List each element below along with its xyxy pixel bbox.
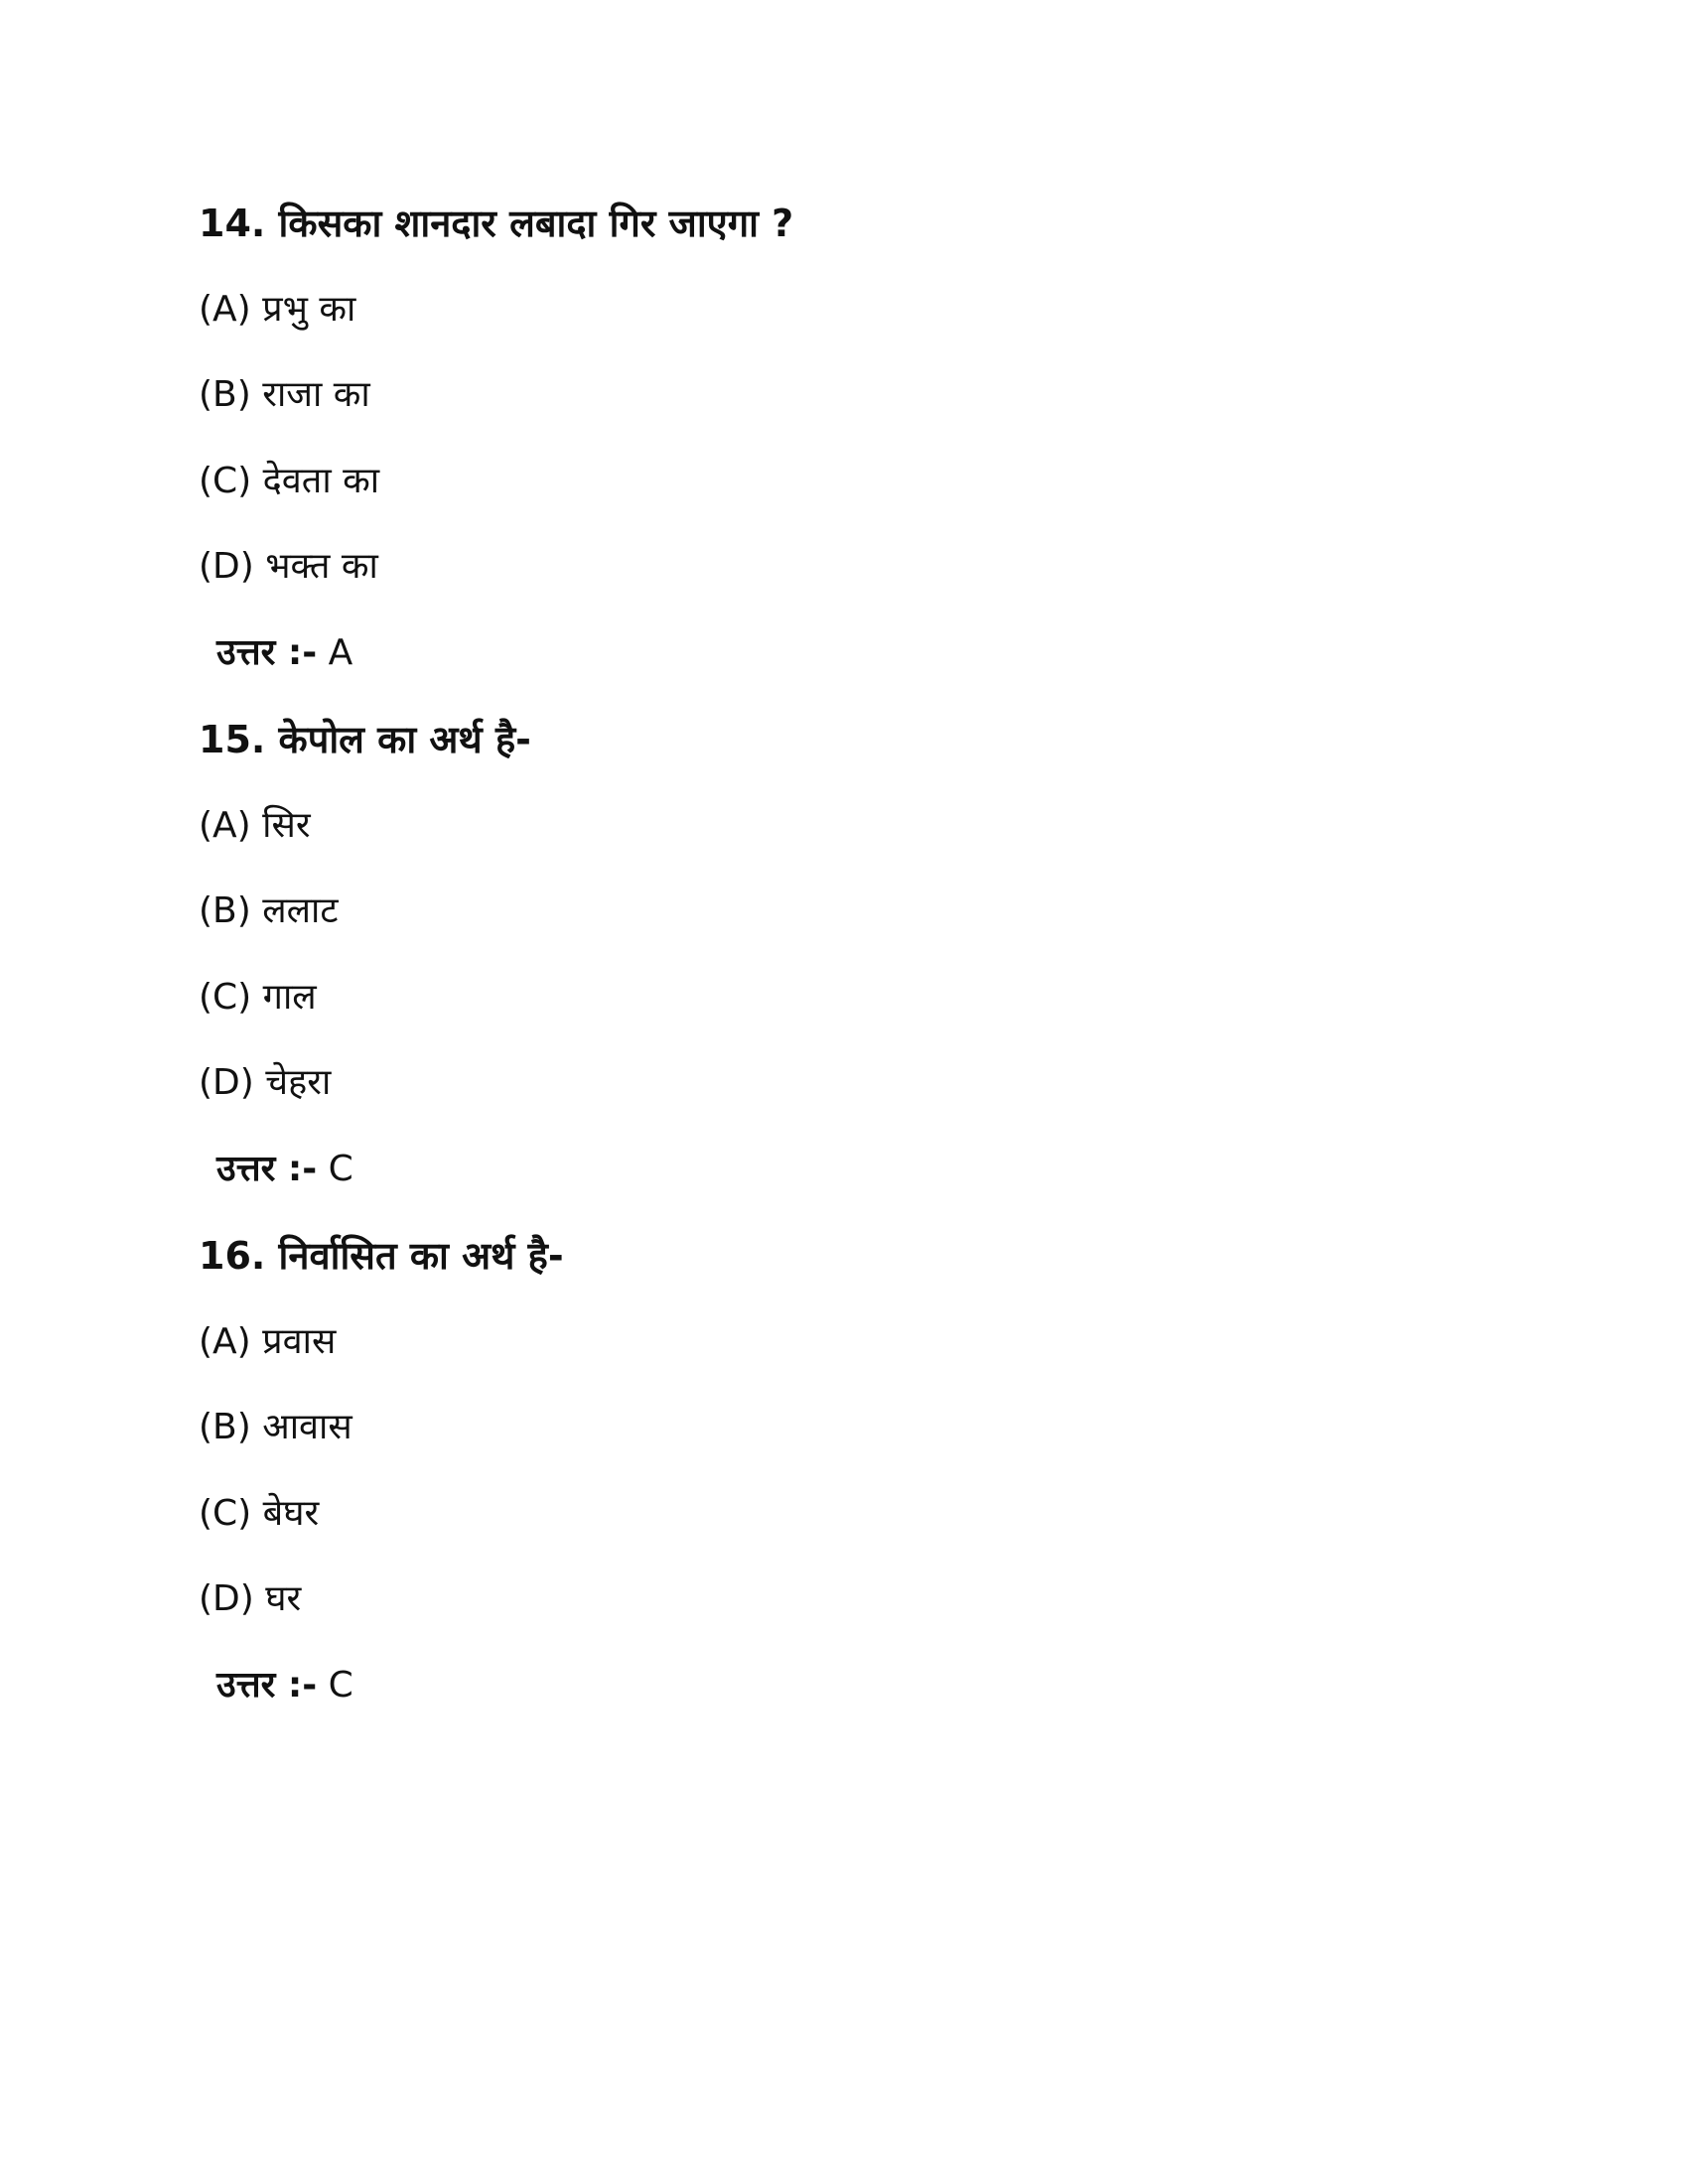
option-b: (B) राजा का <box>199 374 370 415</box>
option-a: (A) प्रवास <box>199 1321 337 1362</box>
question-block-15 <box>199 710 1489 1206</box>
option-a: (A) सिर <box>199 805 311 846</box>
question-title: 14. किसका शानदार लबादा गिर जाएगा ? <box>199 202 794 245</box>
answer-value: C <box>328 1149 353 1189</box>
option-c: (C) देवता का <box>199 461 380 501</box>
question-title: 16. निर्वासित का अर्थ है- <box>199 1234 564 1278</box>
option-b: (B) ललाट <box>199 890 339 931</box>
question-block-16 <box>199 1226 1489 1722</box>
answer-line <box>216 623 352 683</box>
answer-value: A <box>328 632 353 673</box>
option-d: (D) भक्त का <box>199 546 378 587</box>
answer-value: C <box>328 1665 353 1706</box>
question-block-14 <box>199 194 1489 690</box>
option-c: (C) गाल <box>199 977 317 1018</box>
option-d: (D) घर <box>199 1578 302 1619</box>
option-d: (D) चेहरा <box>199 1062 332 1103</box>
option-b: (B) आवास <box>199 1407 352 1447</box>
answer-line <box>216 1656 353 1715</box>
answer-line <box>216 1140 353 1199</box>
option-a: (A) प्रभु का <box>199 289 356 330</box>
answer-label: उत्तर :- <box>216 1149 318 1189</box>
answer-label: उत्तर :- <box>216 1665 318 1706</box>
option-c: (C) बेघर <box>199 1493 320 1534</box>
question-title: 15. केपोल का अर्थ है- <box>199 718 531 761</box>
answer-label: उत्तर :- <box>216 632 318 673</box>
